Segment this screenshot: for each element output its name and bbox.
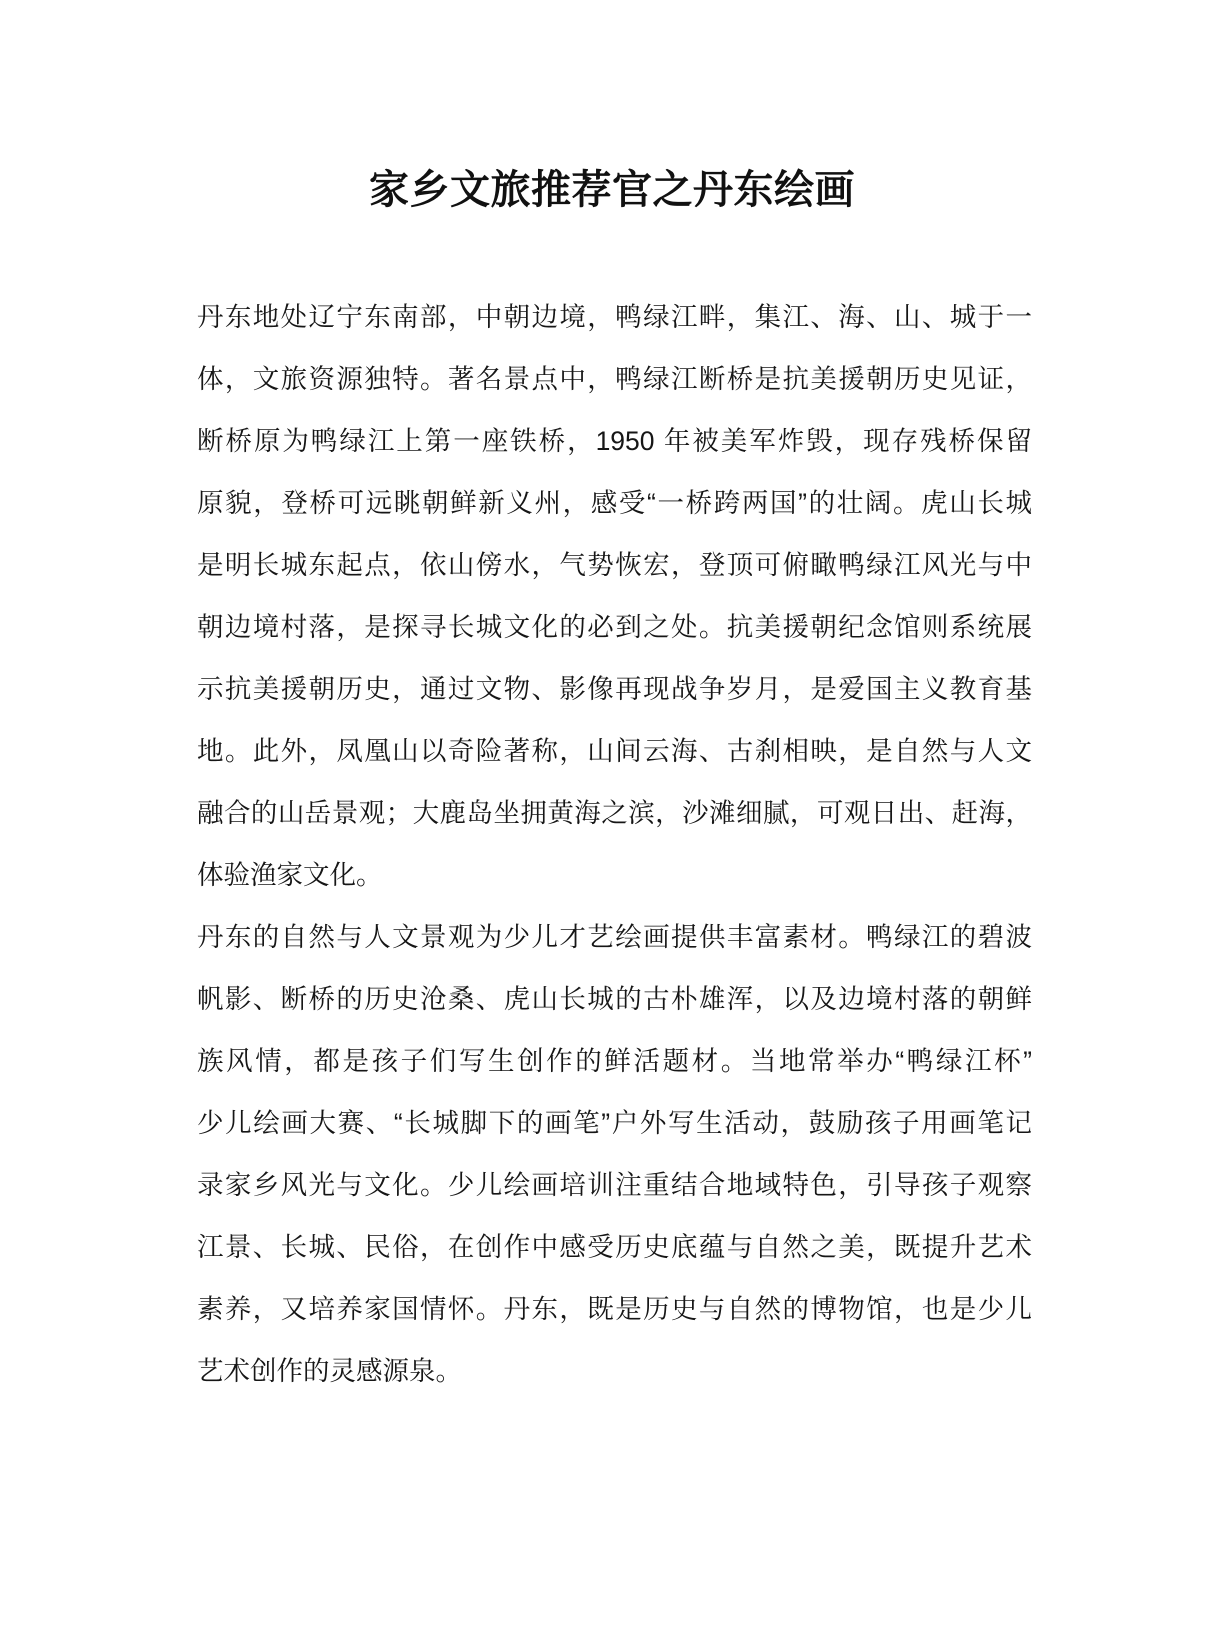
text-line: 丹东地处辽宁东南部，中朝边境，鸭绿江畔，集江、海、山、城于一 [197,302,1032,332]
text-line: 帆影、断桥的历史沧桑、虎山长城的古朴雄浑，以及边境村落的朝鲜 [197,984,1032,1014]
text-line: 融合的山岳景观；大鹿岛坐拥黄海之滨，沙滩细腻，可观日出、赶海， [197,798,1032,828]
text-line: 体，文旅资源独特。著名景点中，鸭绿江断桥是抗美援朝历史见证， [197,364,1032,394]
text-line: 示抗美援朝历史，通过文物、影像再现战争岁月，是爱国主义教育基 [197,674,1032,704]
text-line: 少儿绘画大赛、“长城脚下的画笔”户外写生活动，鼓励孩子用画笔记 [197,1108,1032,1138]
text-line: 朝边境村落，是探寻长城文化的必到之处。抗美援朝纪念馆则系统展 [197,612,1032,642]
paragraph [197,286,1032,906]
paragraph [197,906,1032,1402]
text-line: 体验渔家文化。 [197,860,383,890]
text-line: 是明长城东起点，依山傍水，气势恢宏，登顶可俯瞰鸭绿江风光与中 [197,550,1032,580]
text-line: 江景、长城、民俗，在创作中感受历史底蕴与自然之美，既提升艺术 [197,1232,1032,1262]
text-line: 素养，又培养家国情怀。丹东，既是历史与自然的博物馆，也是少儿 [197,1294,1032,1324]
text-line: 地。此外，凤凰山以奇险著称，山间云海、古刹相映，是自然与人文 [197,736,1032,766]
text-line: 原貌，登桥可远眺朝鲜新义州，感受“一桥跨两国”的壮阔。虎山长城 [197,488,1032,518]
text-line: 族风情，都是孩子们写生创作的鲜活题材。当地常举办“鸭绿江杯” [197,1046,1032,1076]
document-title: 家乡文旅推荐官之丹东绘画 [369,168,855,212]
text-line: 艺术创作的灵感源泉。 [197,1356,462,1386]
text-line: 断桥原为鸭绿江上第一座铁桥，1950 年被美军炸毁，现存残桥保留 [197,426,1032,456]
text-line: 录家乡风光与文化。少儿绘画培训注重结合地域特色，引导孩子观察 [197,1170,1032,1200]
document-body [197,286,1032,1402]
text-line: 丹东的自然与人文景观为少儿才艺绘画提供丰富素材。鸭绿江的碧波 [197,922,1032,952]
